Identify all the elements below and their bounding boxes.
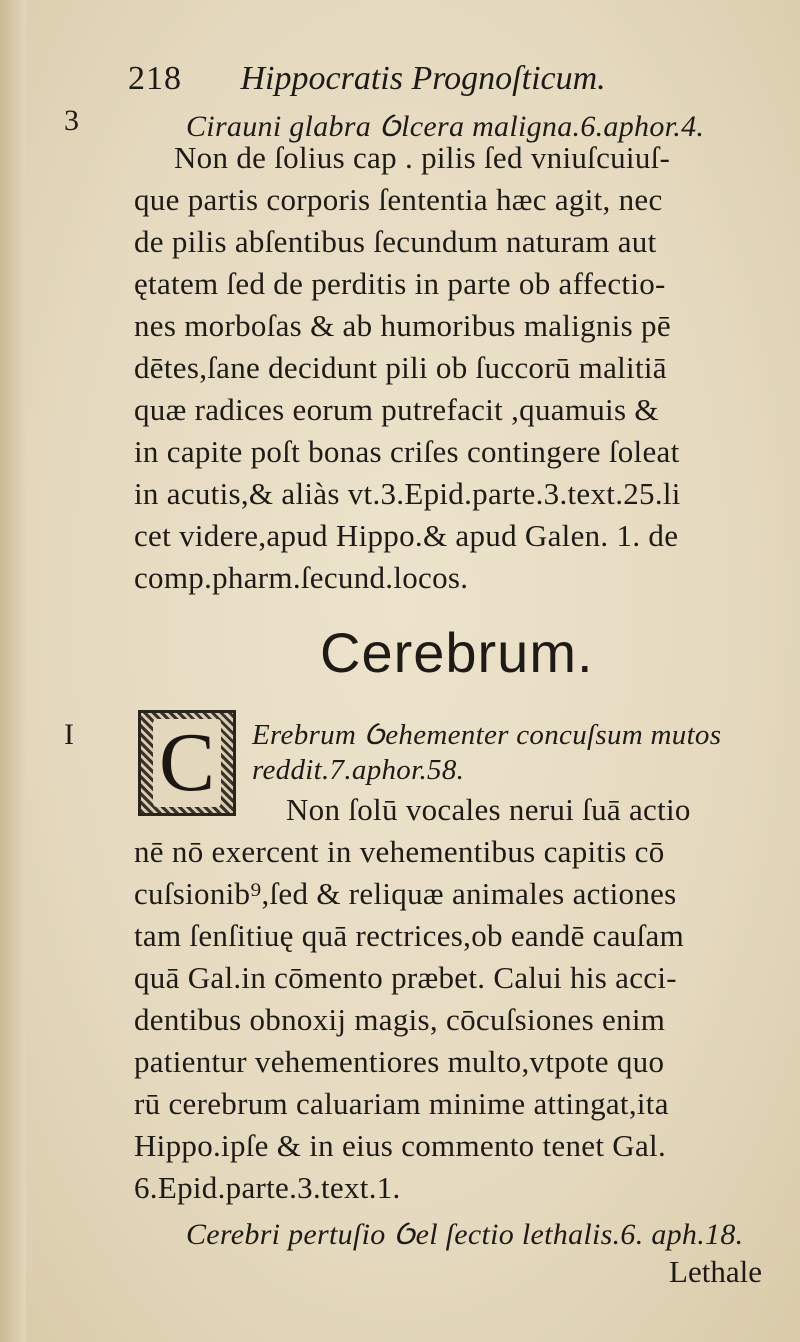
text-line: cet videre,apud Hippo.& apud Galen. 1. de <box>134 518 679 553</box>
decorated-initial <box>138 710 236 816</box>
text-line: nes morboſas & ab humoribus malignis pē <box>134 308 671 343</box>
running-title: Hippocratis Prognoſticum. <box>240 60 606 97</box>
margin-number: 3 <box>64 104 79 137</box>
text-line: rū cerebrum caluariam minime attingat,ita <box>134 1086 669 1121</box>
aphorism-line: Erebrum Ỽehementer concuſsum mutos <box>252 719 722 751</box>
text-line: 6.Epid.parte.3.text.1. <box>134 1170 401 1205</box>
text-line: Non ſolū vocales nerui ſuā actio <box>286 792 691 827</box>
catchword: Lethale <box>669 1254 762 1289</box>
aphorism-line: reddit.7.aphor.58. <box>252 754 465 786</box>
running-header <box>128 60 606 98</box>
text-line: nē nō exercent in vehementibus capitis cō <box>134 834 665 869</box>
text-line: quā Gal.in cōmento præbet. Calui his acci- <box>134 960 677 995</box>
text-line: ętatem ſed de perditis in parte ob affectio- <box>134 266 666 301</box>
text-line: patientur vehementiores multo,vtpote quo <box>134 1044 665 1079</box>
margin-number: I <box>64 718 74 751</box>
section-title: Cerebrum. <box>320 621 594 684</box>
next-section-heading: Cerebri pertuſio Ỽel ſectio lethalis.6. aph.18. <box>186 1218 744 1251</box>
text-line: dētes,ſane decidunt pili ob ſuccorū malitiā <box>134 350 667 385</box>
text-line: de pilis abſentibus ſecundum naturam aut <box>134 224 657 259</box>
text-line: quæ radices eorum putrefacit ,quamuis & <box>134 392 659 427</box>
text-line: Non de ſolius cap . pilis ſed vniuſcuiuſ- <box>174 140 671 175</box>
text-line: que partis corporis ſententia hæc agit, nec <box>134 182 663 217</box>
text-line: Hippo.ipſe & in eius commento tenet Gal. <box>134 1128 667 1163</box>
text-line: cuſsionib⁹,ſed & reliquæ animales actiones <box>134 876 677 911</box>
text-line: in acutis,& aliàs vt.3.Epid.parte.3.text.25.li <box>134 476 681 511</box>
page-number: 218 <box>128 60 182 97</box>
text-line: dentibus obnoxij magis, cōcuſsiones enim <box>134 1002 666 1037</box>
section-heading: Cirauni glabra Ỽlcera maligna.6.aphor.4. <box>186 110 705 143</box>
page-gutter <box>0 0 26 1342</box>
initial-letter: C <box>153 719 221 807</box>
text-line: comp.pharm.ſecund.locos. <box>134 560 469 595</box>
text-line: tam ſenſitiuę quā rectrices,ob eandē cauſam <box>134 918 684 953</box>
text-line: in capite poſt bonas criſes contingere ſoleat <box>134 434 680 469</box>
